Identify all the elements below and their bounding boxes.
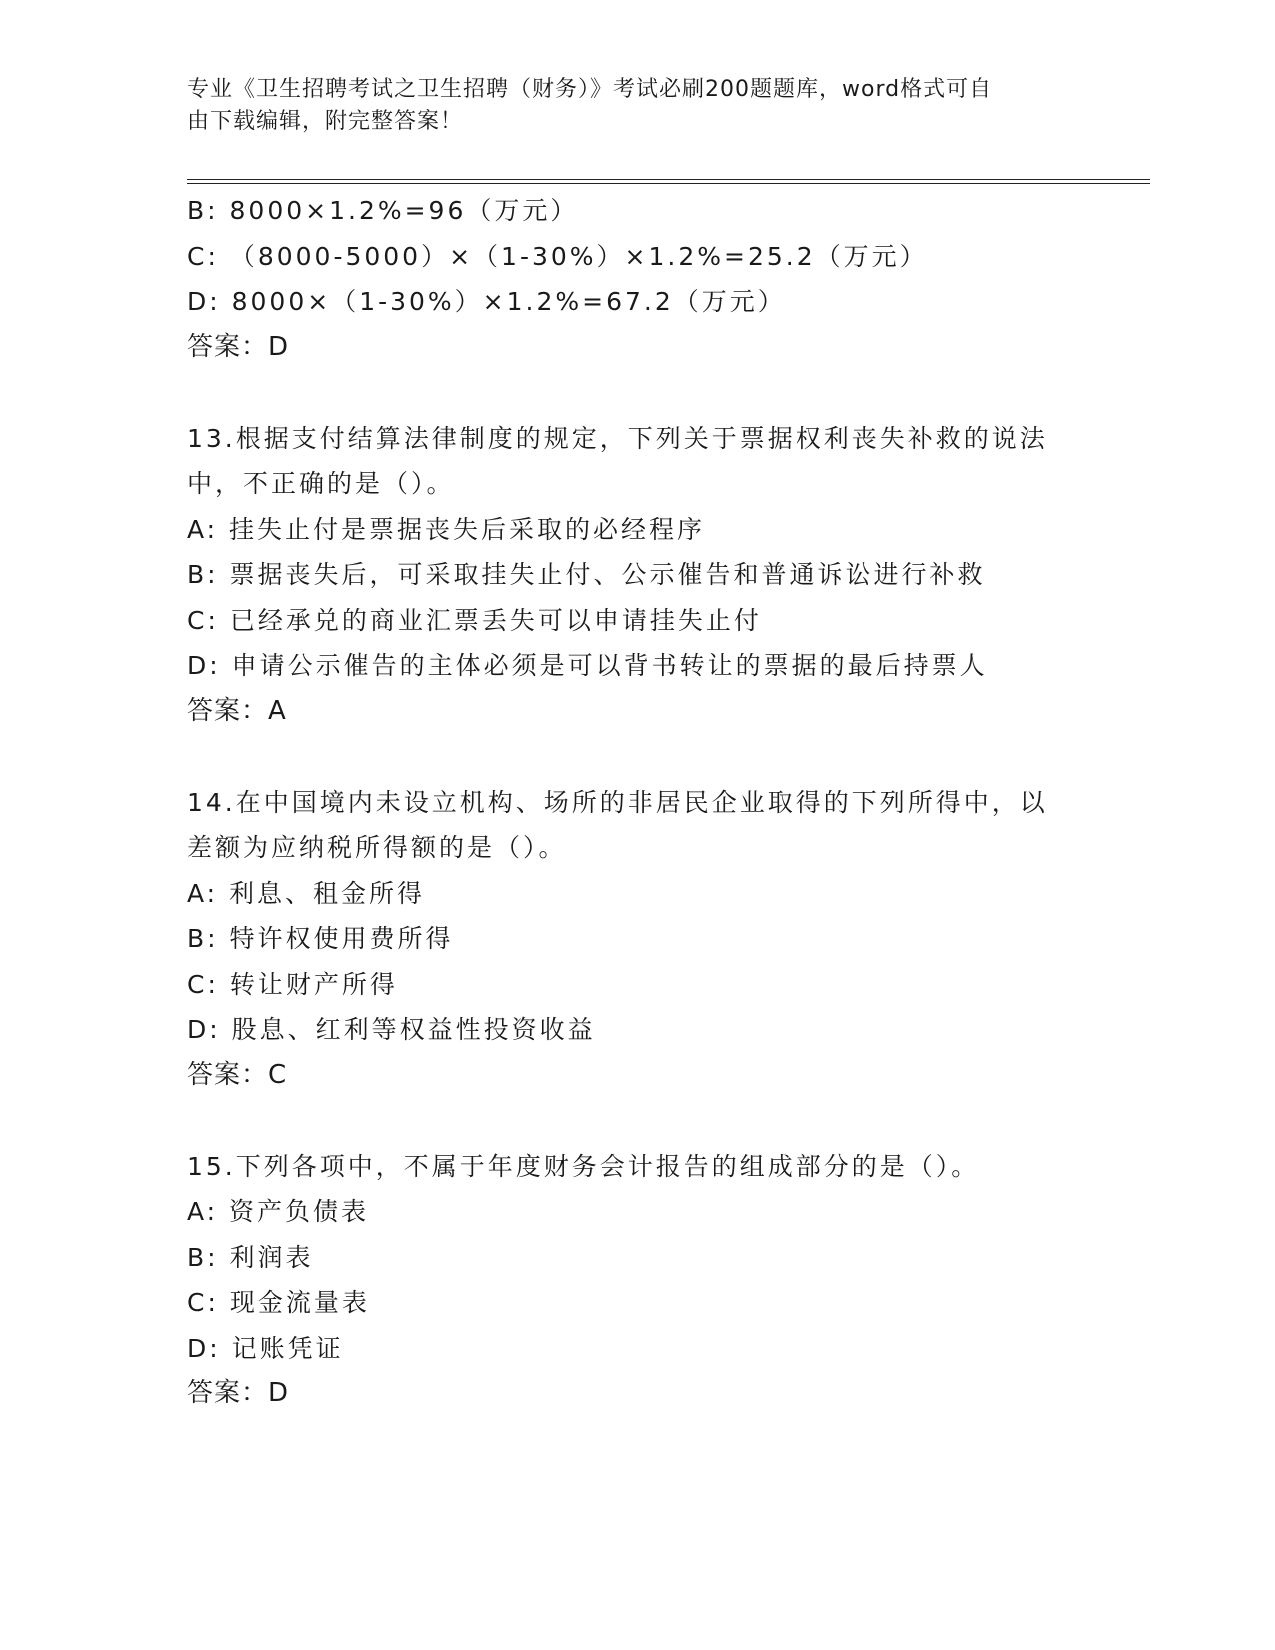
header-divider-top [187, 179, 1150, 180]
question-list [187, 188, 1087, 1417]
q14-option-b: B: 特许权使用费所得 [187, 924, 454, 953]
q12-option-d: D: 8000×（1-30%）×1.2%=67.2（万元） [187, 287, 786, 316]
q13-stem-line-2: 中，不正确的是（）。 [187, 469, 455, 498]
spacer [187, 734, 1087, 780]
q14-option-c: C: 转让财产所得 [187, 969, 398, 999]
q15-answer: 答案：D [187, 1378, 290, 1408]
q13-option-c: C: 已经承兑的商业汇票丢失可以申请挂失止付 [187, 605, 762, 635]
q14-answer: 答案：C [187, 1059, 288, 1090]
q14-stem-line-1: 14.在中国境内未设立机构、场所的非居民企业取得的下列所得中，以 [187, 787, 1048, 817]
q15-option-a: A: 资产负债表 [187, 1197, 370, 1226]
q13-option-b: B: 票据丧失后，可采取挂失止付、公示催告和普通诉讼进行补救 [187, 560, 986, 589]
question-14 [187, 780, 1087, 1099]
header-divider-bottom [187, 183, 1150, 184]
q15-option-b: B: 利润表 [187, 1242, 314, 1272]
spacer [187, 370, 1087, 416]
q15-option-c: C: 现金流量表 [187, 1288, 370, 1317]
q14-option-d: D: 股息、红利等权益性投资收益 [187, 1015, 596, 1044]
q13-answer: 答案：A [187, 695, 287, 726]
q12-option-c: C: （8000-5000）×（1-30%）×1.2%=25.2（万元） [187, 241, 928, 271]
q13-stem-line-1: 13.根据支付结算法律制度的规定，下列关于票据权利丧失补救的说法 [187, 423, 1048, 453]
q15-stem-line-1: 15.下列各项中，不属于年度财务会计报告的组成部分的是（）。 [187, 1151, 980, 1181]
q14-option-a: A: 利息、租金所得 [187, 878, 426, 908]
q13-option-a: A: 挂失止付是票据丧失后采取的必经程序 [187, 514, 706, 544]
q15-option-d: D: 记账凭证 [187, 1333, 344, 1363]
q13-option-d: D: 申请公示催告的主体必须是可以背书转让的票据的最后持票人 [187, 651, 988, 680]
question-15 [187, 1144, 1087, 1417]
question-13 [187, 416, 1087, 735]
q12-option-b: B: 8000×1.2%=96（万元） [187, 196, 579, 225]
q14-stem-line-2: 差额为应纳税所得额的是（）。 [187, 833, 567, 862]
question-12-fragment [187, 188, 1087, 370]
header-line-1: 专业《卫生招聘考试之卫生招聘（财务）》考试必刷200题题库，word格式可自 [187, 77, 993, 102]
spacer [187, 1098, 1087, 1144]
document-header [187, 74, 1067, 138]
q12-answer: 答案：D [187, 331, 290, 362]
header-line-2: 由下载编辑，附完整答案！ [187, 109, 464, 134]
